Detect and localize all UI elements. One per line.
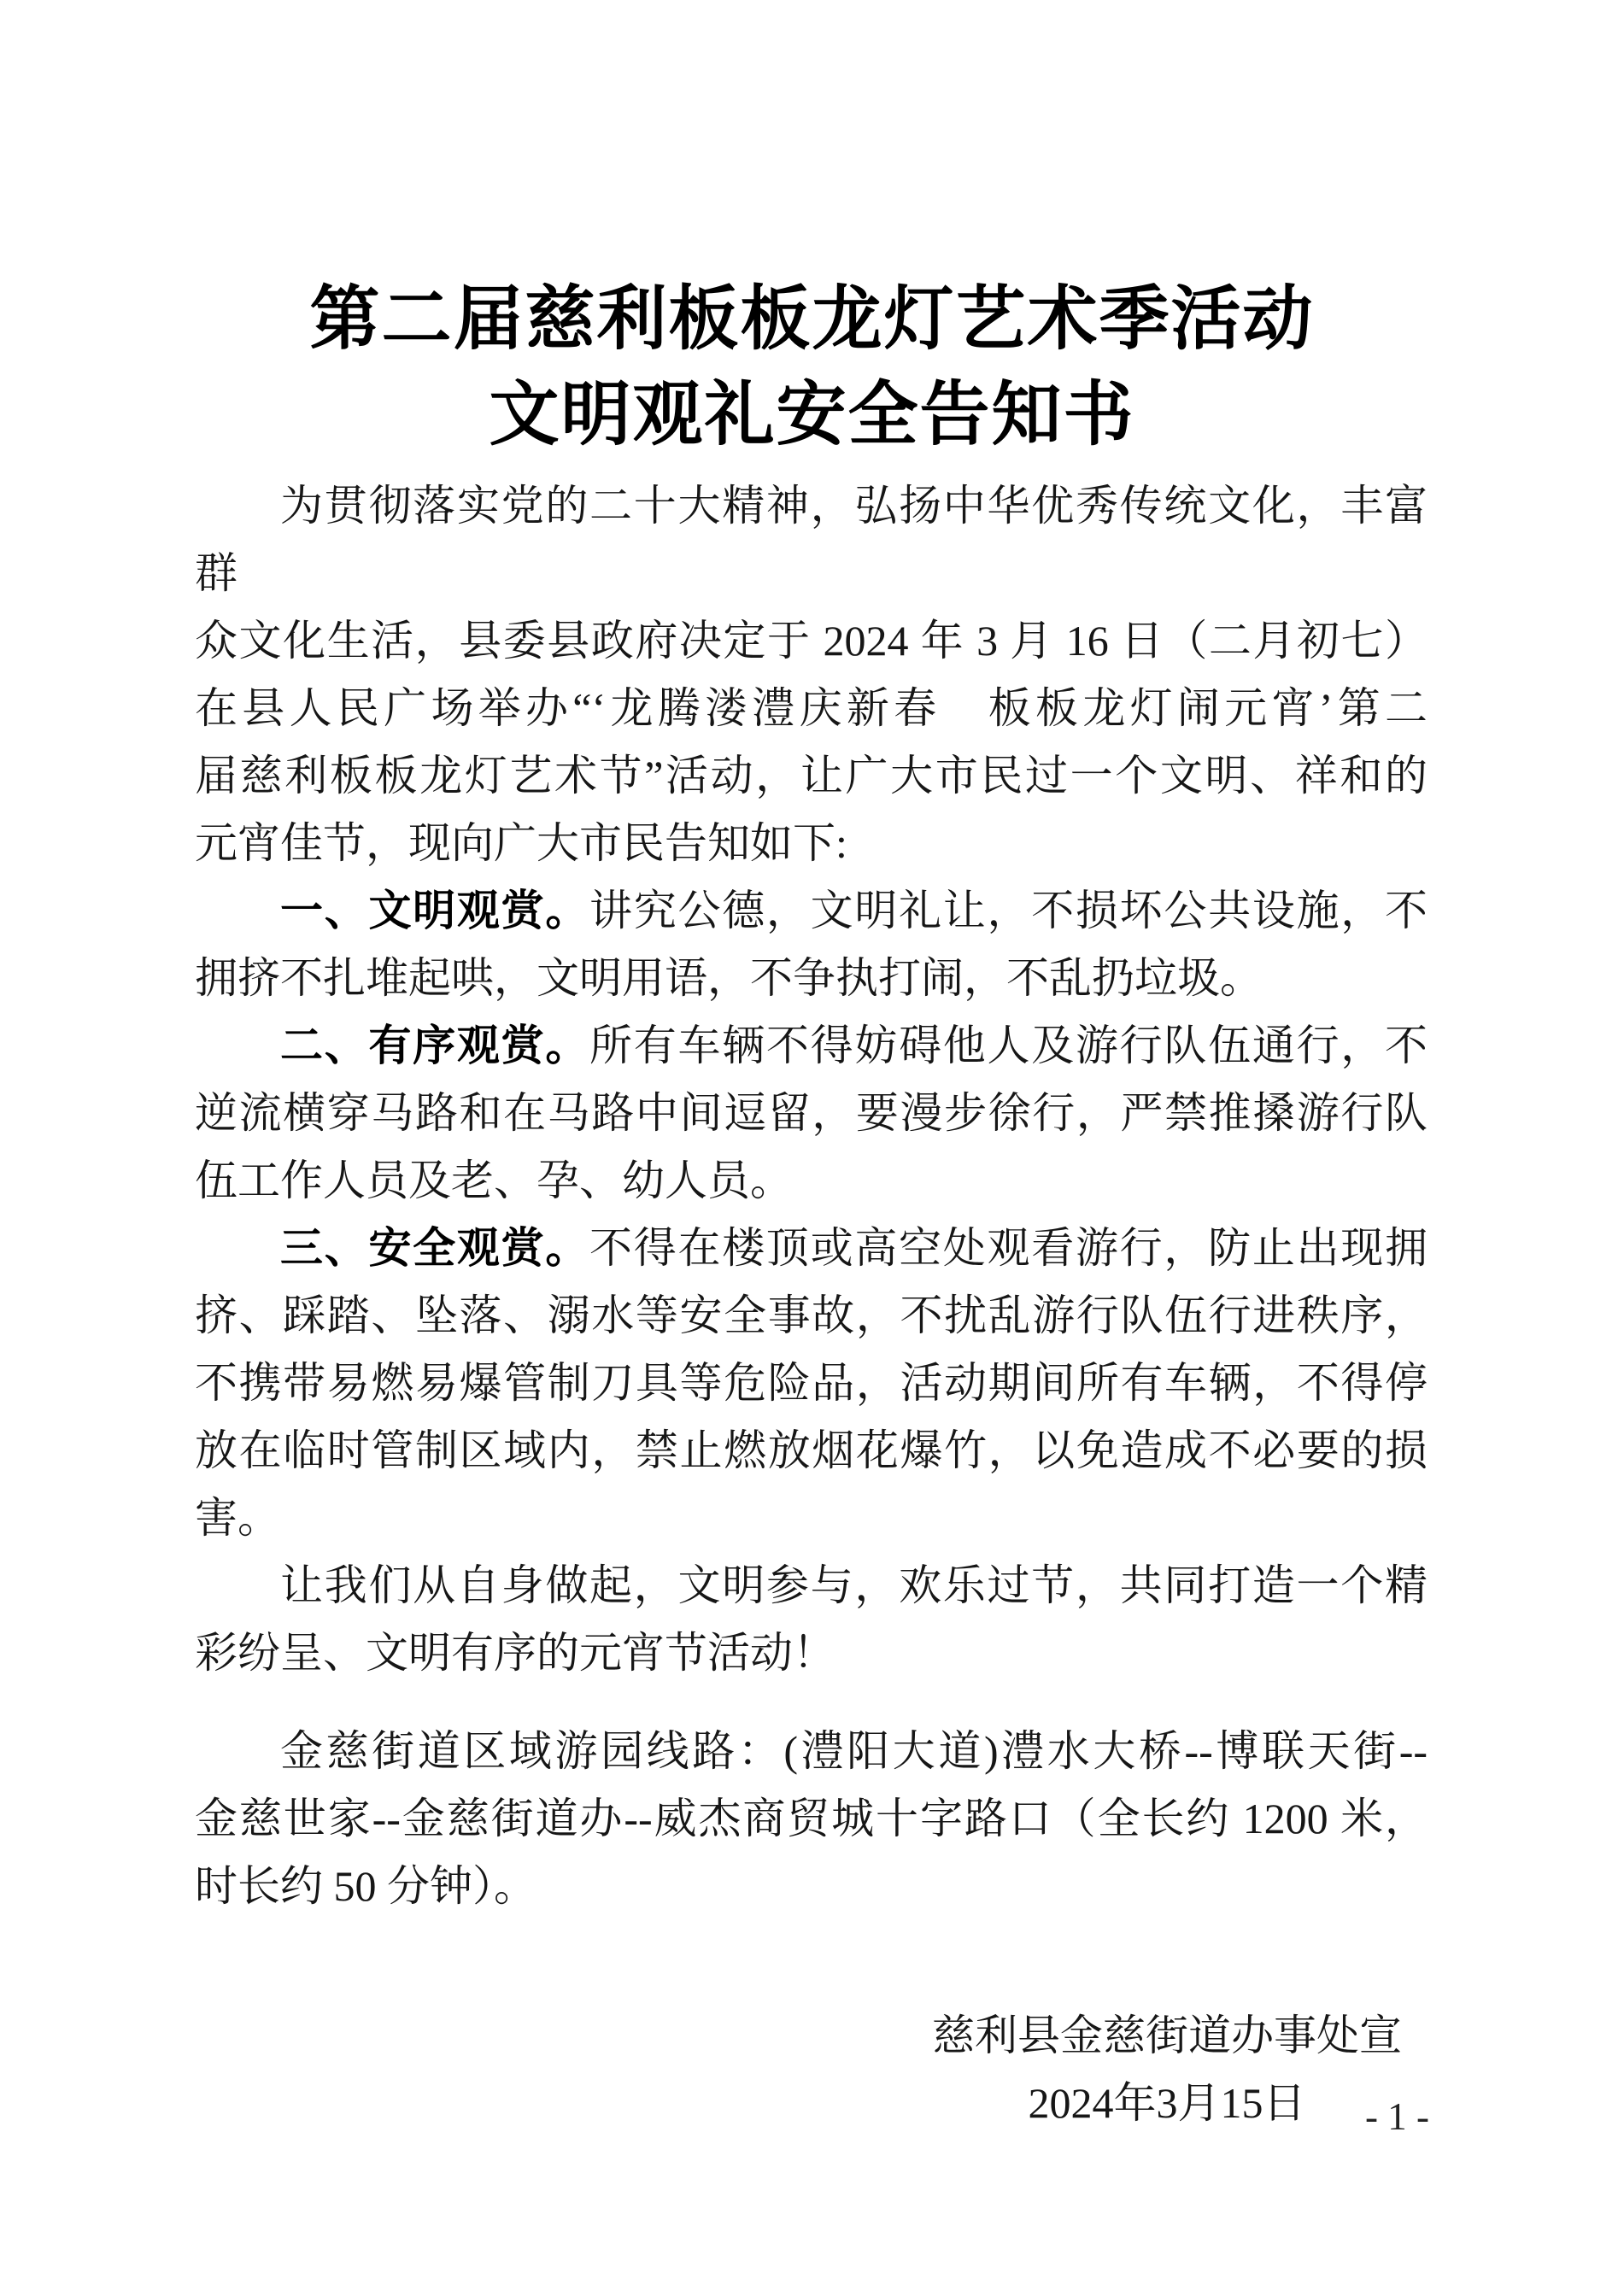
closing-line: 彩纷呈、文明有序的元宵节活动！: [195, 1629, 835, 1677]
intro-line: 元宵佳节，现向广大市民告知如下:: [195, 819, 847, 867]
section-3-line: 害。: [195, 1494, 280, 1542]
intro-line: 众文化生活，县委县政府决定于 2024 年 3 月 16 日（二月初七）: [195, 617, 1428, 665]
route-line: 金慈街道区域游园线路：(澧阳大道)澧水大桥--博联天街--: [280, 1727, 1428, 1775]
intro-line: 在县人民广场举办“‘龙腾溇澧庆新春 板板龙灯闹元宵’第二: [195, 684, 1428, 732]
intro-line: 届慈利板板龙灯艺术节”活动，让广大市民过一个文明、祥和的: [195, 752, 1428, 800]
closing-line: 让我们从自身做起，文明参与，欢乐过节，共同打造一个精: [280, 1561, 1428, 1609]
intro-line: 为贯彻落实党的二十大精神，弘扬中华优秀传统文化，丰富群: [195, 482, 1428, 597]
signature-block: [195, 2002, 1428, 2137]
document-body: [195, 472, 1428, 2137]
section-1-first-line: [195, 877, 1428, 945]
section-2-heading: 二、有序观赏。: [280, 1022, 590, 1069]
section-2-line: 逆流横穿马路和在马路中间逗留，要漫步徐行，严禁推搡游行队: [195, 1089, 1428, 1137]
section-1-line: 拥挤不扎堆起哄，文明用语，不争执打闹，不乱扔垃圾。: [195, 954, 1263, 1002]
section-3-line: 挤、踩踏、坠落、溺水等安全事故，不扰乱游行队伍行进秩序，: [195, 1292, 1428, 1339]
title-line-2: 文明观礼安全告知书: [489, 376, 1135, 454]
page-number: - 1 -: [1365, 2095, 1429, 2138]
route-line: 时长约 50 分钟）。: [195, 1862, 536, 1910]
signature-date: 2024年3月15日: [1028, 2079, 1306, 2127]
section-2-first-line: [195, 1012, 1428, 1080]
section-3-heading: 三、安全观赏。: [280, 1224, 590, 1272]
section-3-line: 不携带易燃易爆管制刀具等危险品，活动期间所有车辆，不得停: [195, 1359, 1428, 1407]
spacer: [195, 1687, 1428, 1718]
signature-issuer: 慈利县金慈街道办事处宣: [932, 2012, 1402, 2059]
section-3-text: 不得在楼顶或高空处观看游行，防止出现拥: [589, 1224, 1428, 1272]
section-1-heading: 一、文明观赏。: [280, 887, 590, 934]
document-title: [0, 272, 1624, 463]
title-line-1: 第二届慈利板板龙灯艺术季活动: [309, 280, 1315, 358]
section-2-text: 所有车辆不得妨碍他人及游行队伍通行，不: [589, 1022, 1428, 1069]
section-1-text: 讲究公德，文明礼让，不损坏公共设施，不: [589, 887, 1428, 934]
signature-inner: [932, 2002, 1402, 2137]
section-2-line: 伍工作人员及老、孕、幼人员。: [195, 1157, 793, 1204]
section-3-first-line: [195, 1215, 1428, 1282]
section-3-line: 放在临时管制区域内，禁止燃放烟花爆竹，以免造成不必要的损: [195, 1426, 1428, 1474]
route-line: 金慈世家--金慈街道办--威杰商贸城十字路口（全长约 1200 米，: [195, 1795, 1428, 1842]
